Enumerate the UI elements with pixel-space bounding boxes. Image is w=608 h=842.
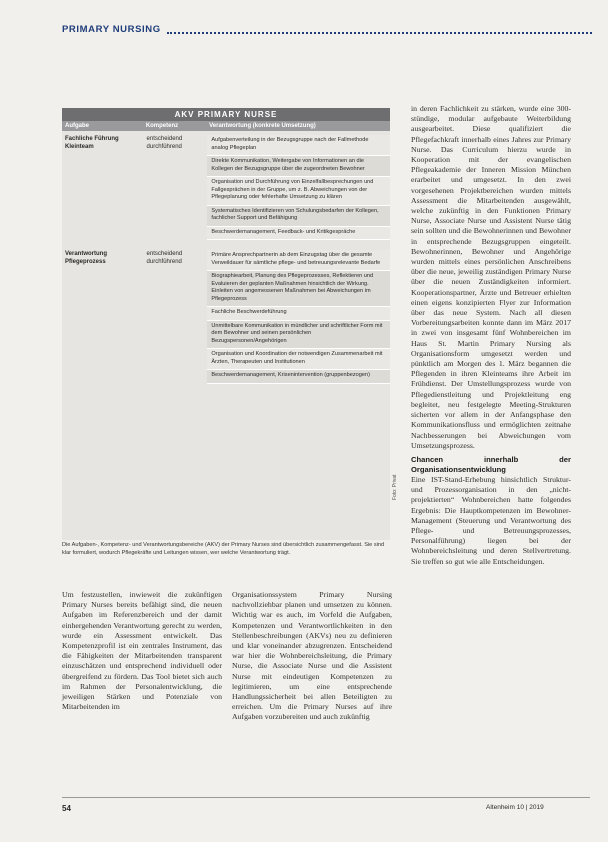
subheading: Chancen innerhalb der Organisationsentwicklung (411, 454, 571, 474)
section-title: PRIMARY NURSING (62, 23, 161, 35)
responsibility-item: Beschwerdemanagement, Feedback- und Kritikgespräche (207, 227, 390, 241)
paragraph: Um festzustellen, inwieweit die zukünftigen Primary Nurses bereits befähigt sind, die neuen Aufgaben im Referenzbereich und der damit einhergehenden Verantwortung gerecht zu werden, wurde ein Assessment entwickelt. Das Kompetenzprofil ist ein zentrales Instrument, das die Fähigkeiten der Mitarbeitenden transparent einzuschätzen und entsprechend individuell oder übergreifend zu fördern. Das Tool bietet sich auch im Rahmen der Personalentwicklung, die jeweiligen Stärken und Potenziale von Mitarbeitenden im (62, 590, 222, 712)
responsibility-item: Organisation und Koordination der notwendigen Zusammenarbeit mit Ärzten, Therapeuten und Institutionen (207, 349, 390, 370)
journal-name: Altenheim 10 | 2019 (486, 804, 544, 811)
table-group-care-process (62, 246, 390, 384)
responsibility-item: Fachliche Beschwerdeführung (207, 307, 390, 321)
group-responsibilities (207, 135, 390, 240)
paragraph: in deren Fachlichkeit zu stärken, wurde eine 300-stündige, modular aufgebaute Weiterbildung ausgearbeitet. Diese qualifiziert die Pflegefachkraft innerhalb eines Jahres zur Primary Nurse. Das Curriculum hierzu wurde in Kooperation mit der evangelischen Pflegeakademie der Inneren Mission München erarbeitet und umgesetzt. In den zwei vorgesehenen Projektbereichen wurden mittels Assessment die Mitarbeitenden ausgewählt, welche zukünftig in den Funktionen Primary Nurse, Associate Nurse und Assistent Nurse tätig sein sollten und die Bewohnerinnen und Bewohner in entsprechende Bezugsgruppen eingeteilt. Bewohnerinnen, Bewohner und Angehörige wurden mittels eines persönlichen Anschreibens über die neue, jeweilig zuständigen Primary Nurse über die neuen Zuständigkeiten informiert. Kooperationspartner, Ärzte und Betreuer erhielten einen eigens konzipierten Flyer zur Information über das neue System. Nach all diesen Vorbereitungsarbeiten konnte dann im März 2017 in zwei von insgesamt fünf Wohnbereichen im Haus St. Martin Primary Nursing als Organisationsform umgesetzt werden und pünktlich am Morgen des 1. März begannen die Pflegenden in ihren Kleinteams ihre Arbeit im Frühdienst. Der Umstellungsprozess wurde von Pflegedienstleitung und Projektleitung eng begleitet, neu festgelegte Meeting-Strukturen sicherten vor allem in der Anfangsphase den Kommunikationsfluss und ermöglichten zeitnahe Nachbesserungen bei Abweichungen vom Umsetzungsprozess. (411, 104, 571, 450)
column-header-competence: Kompetenz (145, 123, 179, 129)
paragraph: Organisationssystem Primary Nursing nachvollziehbar planen und umsetzen zu können. Wichtig war es auch, im Vorfeld die Aufgaben, Kompetenzen und Verantwortlichkeiten in den Stellenbeschreibungen (AKVs) neu zu definieren und klar voneinander abzugrenzen. Entscheidend war hier die Wohnbereichsleitung, die Primary Nurse, die Associate Nurse und die Assistent Nurse mit eindeutigen Kompetenzen zu legitimieren, um eine entsprechende Handlungssicherheit bei allen Beteiligten zu erreichen. Um die Primary Nurses auf ihre Aufgaben vorzubereiten und auch zukünftig (232, 590, 392, 722)
body-column-1 (62, 590, 222, 712)
photo-credit: Foto: Privat (392, 474, 398, 500)
group-task: Fachliche Führung Kleinteam (65, 136, 119, 150)
footer-rule (62, 797, 590, 798)
table-caption: Die Aufgaben-, Kompetenz- und Verantwortungsbereiche (AKV) der Primary Nurses sind übersichtlich zusammengefasst. Sie sind klar formuliert, wodurch Pflegekräfte und Leitungen wissen, wer welche Verantwortung trägt. (62, 542, 385, 556)
column-header-responsibility: Verantwortung (konkrete Umsetzung) (209, 123, 316, 129)
group-task: Verantwortung Pflegeprozess (65, 251, 108, 265)
responsibility-item: Unmittelbare Kommunikation in mündlicher und schriftlicher Form mit dem Bewohner und seinen persönlichen Bezugspersonen/Angehörigen (207, 321, 390, 350)
group-competence: entscheidend durchführend (146, 251, 183, 265)
responsibility-item: Aufgabenverteilung in der Bezugsgruppe nach der Fallmethode analog Pflegeplan (207, 135, 390, 156)
table-title: AKV PRIMARY NURSE (62, 108, 390, 121)
group-competence: entscheidend durchführend (146, 136, 183, 150)
akv-table (62, 108, 390, 540)
responsibility-item: Organisation und Durchführung von Einzelfallbesprechungen und Fallgesprächen in der Gruppe, um z. B. Abweichungen von der Pflegeplanung oder fehlerhafte Umsetzung zu klären (207, 177, 390, 206)
group-responsibilities (207, 250, 390, 384)
responsibility-item: Biographiearbeit, Planung des Pflegeprozesses, Reflektieren und Evaluieren der geplanten Maßnahmen hinsichtlich der Wirkung. Einleiten von angemessenen Maßnahmen bei Abweichungen im Pflegeprozess (207, 271, 390, 307)
paragraph: Eine IST-Stand-Erhebung hinsichtlich Struktur- und Prozessorganisation in den „nicht-projektierten“ Wohnbereichen hatte folgendes Ergebnis: Die Hauptkompetenzen im Bewohner-Management (Steuerung und Verantwortung des Pflege- und Betreuungsprozesses, Personalführung) liegen bei der Wohnbereichsleitung und deren Stellvertretung. Sie treffen so gut wie alle Entscheidungen. (411, 474, 571, 566)
responsibility-item: Beschwerdemanagement, Krisenintervention (gruppenbezogen) (207, 370, 390, 384)
body-column-3 (411, 104, 571, 567)
table-group-leadership (62, 131, 390, 240)
page-number: 54 (62, 804, 71, 813)
header-dotted-rule (167, 24, 592, 34)
column-header-task: Aufgabe (65, 123, 89, 129)
running-header (62, 20, 592, 38)
responsibility-item: Direkte Kommunikation, Weitergabe von Informationen an die Kollegen der Bezugsgruppe über die zugeordneten Bewohner (207, 156, 390, 177)
responsibility-item: Systematisches Identifizieren von Schulungsbedarfen der Kollegen, fachlicher Support und Befähigung (207, 206, 390, 227)
body-column-2 (232, 590, 392, 723)
responsibility-item: Primäre Ansprechpartnerin ab dem Einzugstag über die gesamte Verweildauer für sämtliche pflege- und betreuungsrelevante Bedarfe (207, 250, 390, 271)
table-header-row (62, 121, 390, 131)
